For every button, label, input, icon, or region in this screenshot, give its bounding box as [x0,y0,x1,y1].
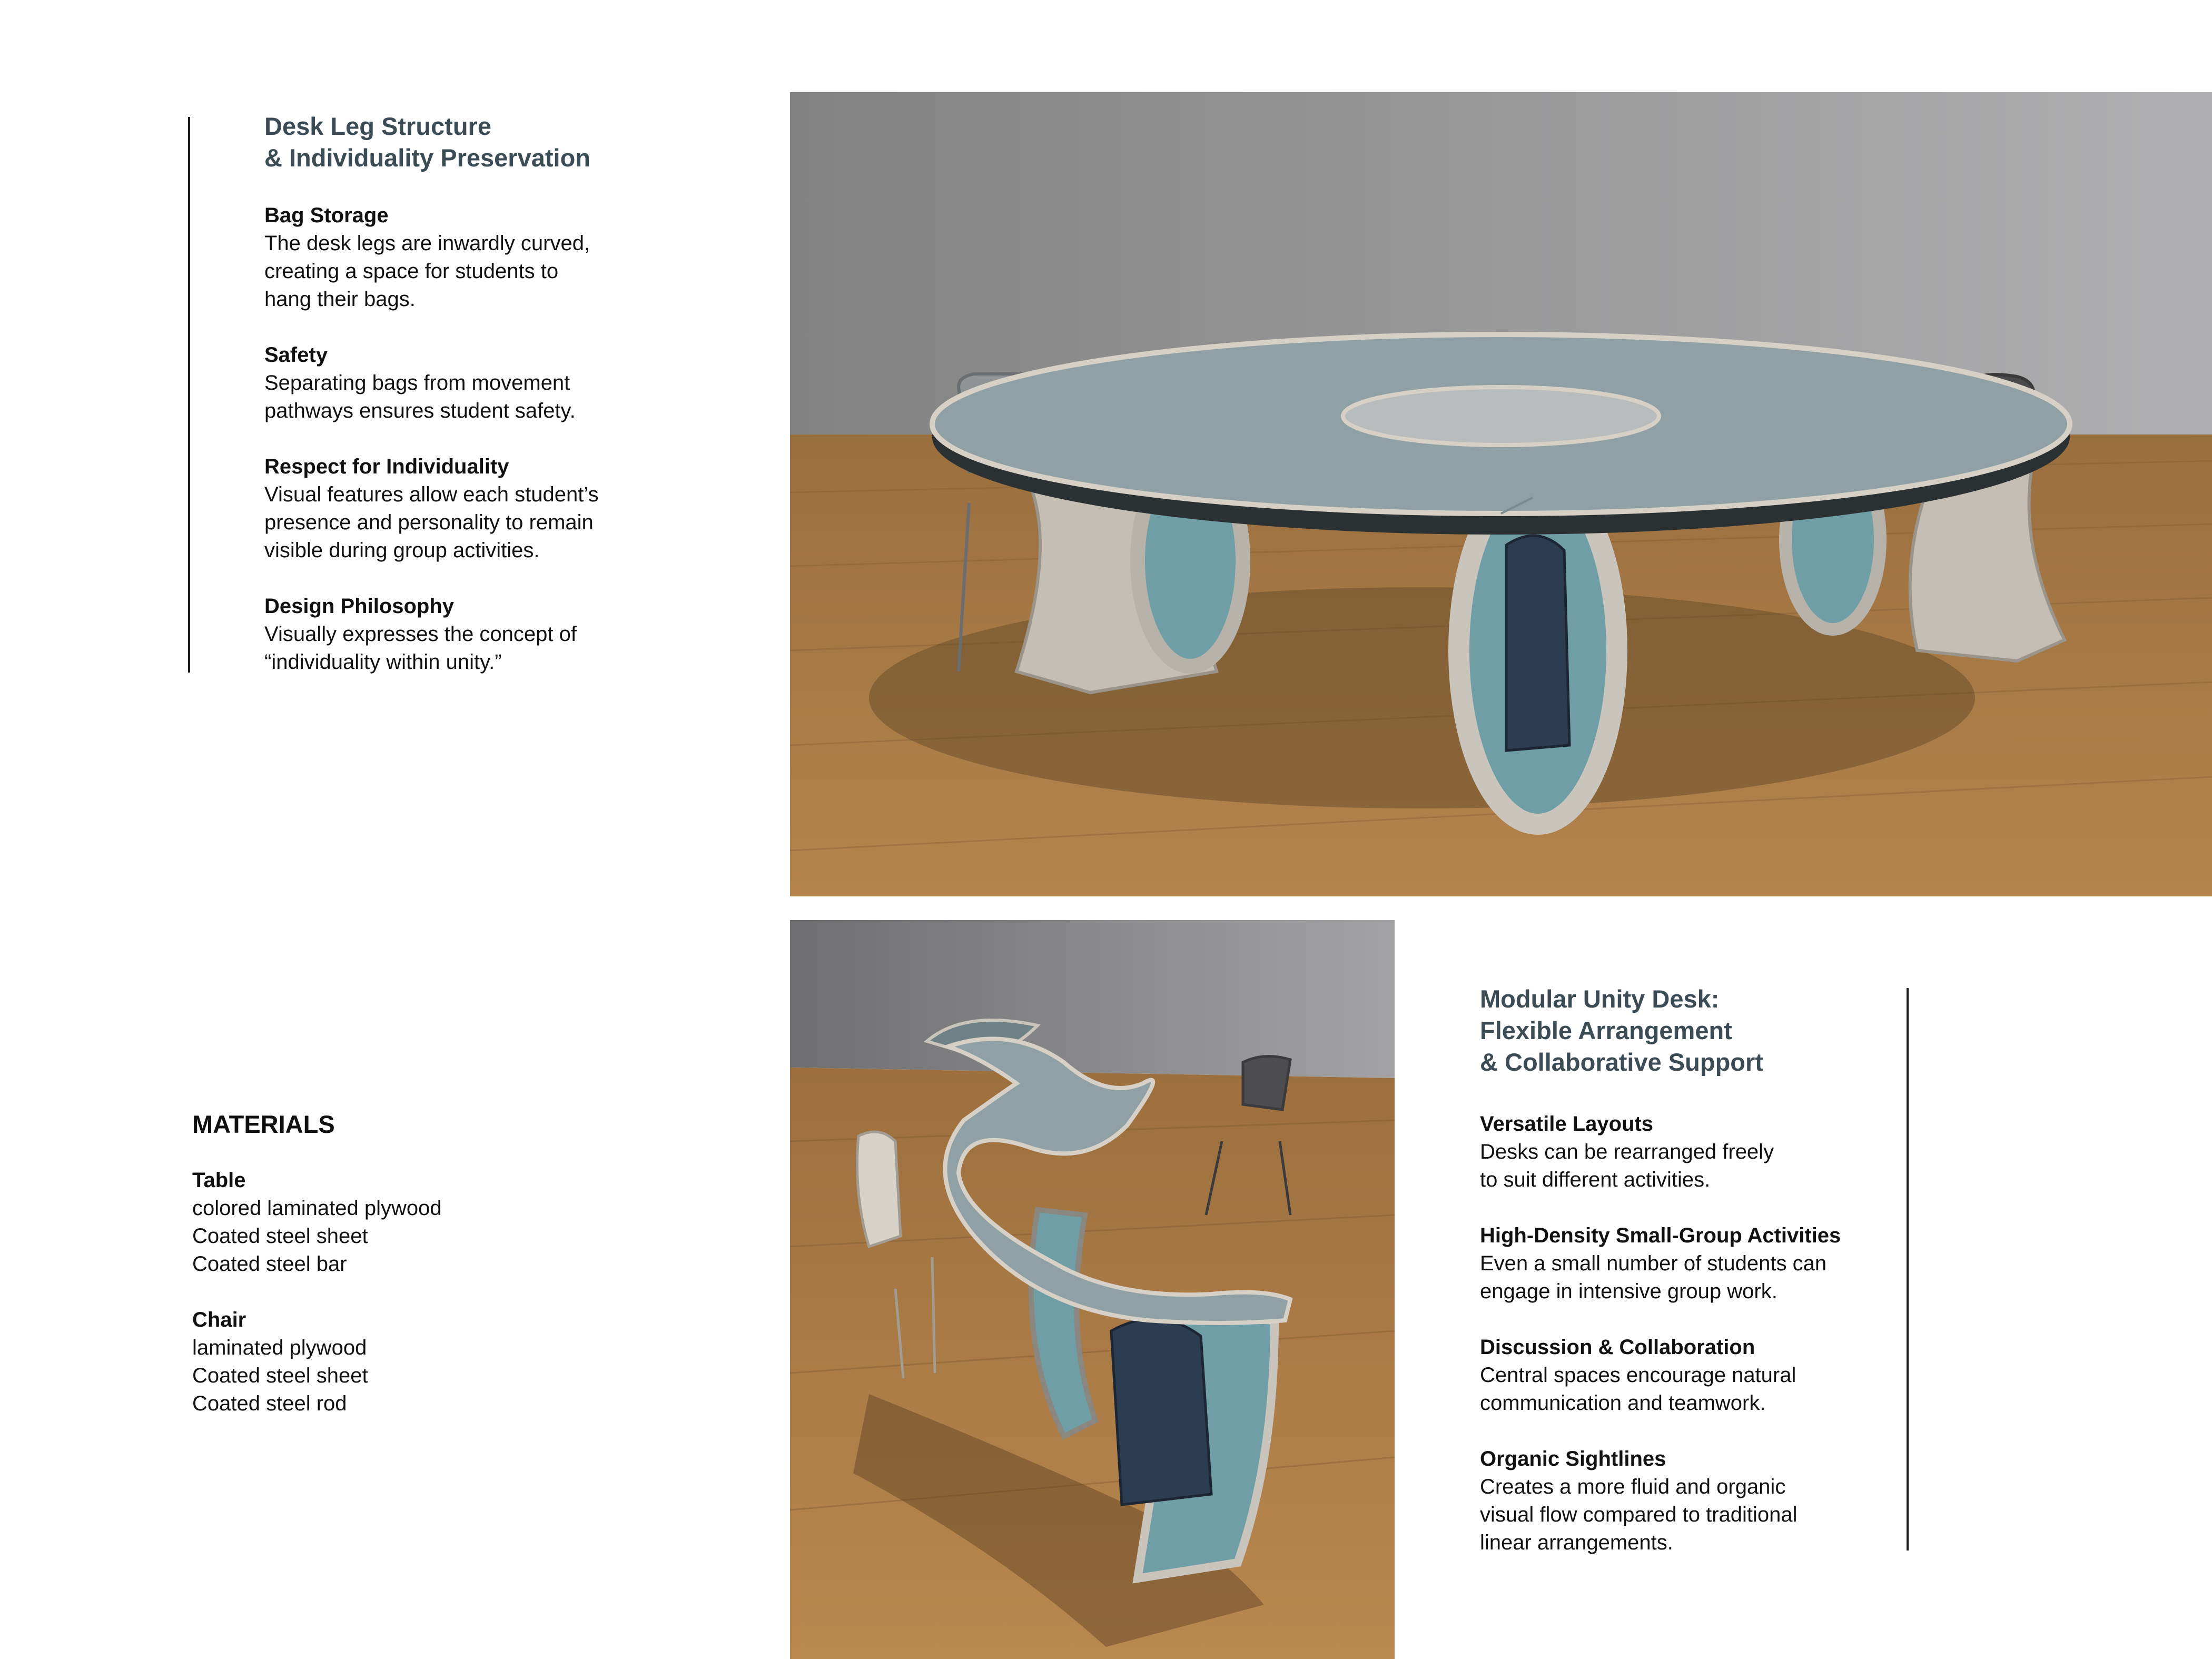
material-item: Coated steel sheet [192,1224,368,1248]
section-line: communication and teamwork. [1480,1391,1766,1415]
heading-line: Modular Unity Desk: [1480,985,1720,1013]
material-item: laminated plywood [192,1336,367,1359]
section-line: engage in intensive group work. [1480,1280,1777,1303]
modular-desk-details [1480,1110,1841,1585]
right-divider-rule [1907,988,1909,1551]
section-line: Visual features allow each student’s [264,483,599,506]
heading-line: Flexible Arrangement [1480,1016,1732,1044]
materials-table-group [192,1167,442,1278]
modular-desk-heading [1480,983,1763,1078]
leg-structure-heading [264,111,590,174]
material-item: Coated steel rod [192,1392,347,1415]
section-line: presence and personality to remain [264,511,594,534]
section-discussion-collaboration [1480,1334,1841,1417]
section-line: visual flow compared to traditional [1480,1503,1798,1526]
material-item: Coated steel bar [192,1252,347,1276]
section-organic-sightlines [1480,1445,1841,1557]
section-line: Desks can be rearranged freely [1480,1140,1774,1163]
section-title: Safety [264,343,328,367]
section-line: The desk legs are inwardly curved, [264,232,590,255]
section-title: Bag Storage [264,204,389,227]
section-line: linear arrangements. [1480,1531,1673,1554]
section-title: Organic Sightlines [1480,1447,1666,1470]
materials-chair-group [192,1306,442,1418]
materials-title: MATERIALS [192,1110,335,1138]
material-group-title: Table [192,1169,246,1192]
backpack [1111,1319,1211,1505]
section-line: Separating bags from movement [264,371,570,394]
section-respect-individuality [264,453,598,565]
material-item: Coated steel sheet [192,1364,368,1387]
section-title: High-Density Small-Group Activities [1480,1224,1841,1247]
section-line: creating a space for students to [264,260,559,283]
section-design-philosophy [264,592,598,676]
section-line: to suit different activities. [1480,1168,1711,1191]
material-item: colored laminated plywood [192,1197,442,1220]
section-high-density [1480,1222,1841,1306]
section-line: Central spaces encourage natural [1480,1364,1796,1387]
section-line: Even a small number of students can [1480,1252,1827,1275]
section-bag-storage [264,202,598,313]
materials-list [192,1167,442,1446]
backpack [1506,536,1569,750]
section-line: hang their bags. [264,288,416,311]
heading-line: Desk Leg Structure [264,112,491,140]
wall-shape [790,920,1395,1078]
section-line: Visually expresses the concept of [264,623,577,646]
material-group-title: Chair [192,1308,246,1331]
modular-desk-render [790,920,1395,1659]
section-title: Design Philosophy [264,595,455,618]
heading-line: & Collaborative Support [1480,1048,1763,1076]
section-title: Respect for Individuality [264,455,509,478]
section-title: Versatile Layouts [1480,1112,1654,1135]
left-divider-rule [188,117,190,673]
section-line: pathways ensures student safety. [264,399,576,422]
section-versatile-layouts [1480,1110,1841,1194]
section-line: visible during group activities. [264,539,540,562]
heading-line: & Individuality Preservation [264,144,591,172]
section-title: Discussion & Collaboration [1480,1336,1755,1359]
round-desk-render [790,92,2212,896]
leg-structure-details [264,202,598,704]
section-line: Creates a more fluid and organic [1480,1475,1786,1498]
section-safety [264,341,598,425]
section-line: “individuality within unity.” [264,650,502,674]
tabletop-hole [1343,387,1659,445]
